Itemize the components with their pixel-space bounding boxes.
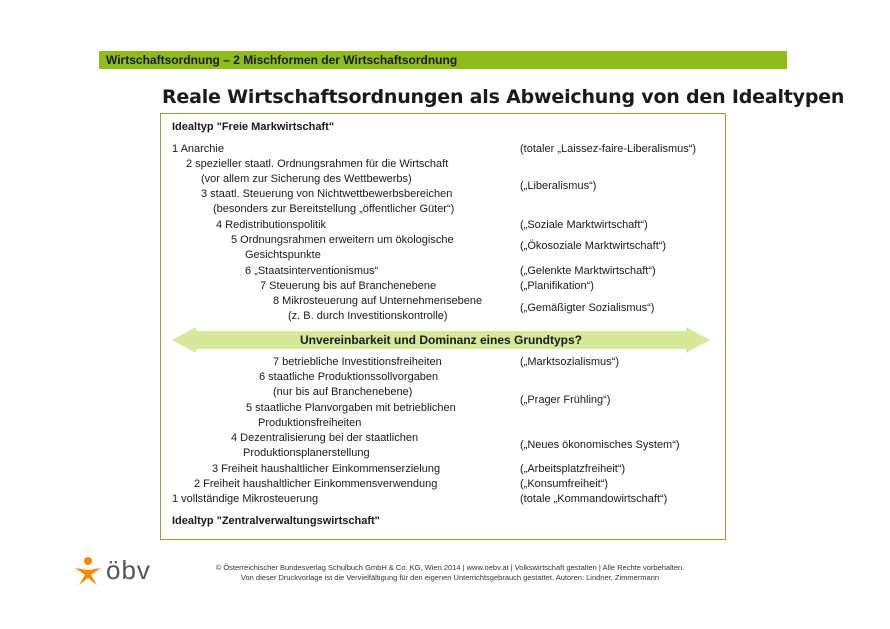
lower-example-5: („Konsumfreiheit“)	[520, 478, 609, 490]
middle-question: Unvereinbarkeit und Dominanz eines Grundtyps?	[299, 333, 583, 347]
lower-level-6-note: (nur bis auf Branchenebene)	[273, 386, 413, 398]
footer-notice: Von dieser Druckvorlage ist die Vervielfältigung für den eigenen Unterrichtsgebrauch gestattet. Autoren: Lindner, Zimmermann	[240, 573, 660, 582]
upper-level-8-note: (z. B. durch Investitionskontrolle)	[288, 310, 448, 322]
upper-level-5-note: Gesichtspunkte	[245, 249, 321, 261]
lower-example-1: („Marktsozialismus“)	[520, 356, 619, 368]
upper-level-1: 1 Anarchie	[172, 143, 224, 155]
lower-example-6: (totale „Kommandowirtschaft“)	[520, 493, 668, 505]
footer-copyright: © Österreichischer Bundesverlag Schulbuch GmbH & Co. KG, Wien 2014 | www.oebv.at | Volkswirtschaft gestalten | Alle Rechte vorbehalten.	[215, 563, 685, 572]
header-bar	[99, 51, 787, 69]
upper-example-3: („Soziale Marktwirtschaft“)	[520, 219, 648, 231]
upper-level-8: 8 Mikrosteuerung auf Unternehmensebene	[273, 295, 483, 307]
upper-level-6: 6 „Staatsinterventionismus“	[245, 265, 379, 277]
upper-example-2: („Liberalismus“)	[520, 180, 597, 192]
upper-example-1: (totaler „Laissez-faire-Liberalismus“)	[520, 143, 697, 155]
upper-level-3-note: (besonders zur Bereitstellung „öffentlicher Güter“)	[213, 203, 455, 215]
lower-level-5-note: Produktionsfreiheiten	[258, 417, 362, 429]
lower-level-2: 2 Freiheit haushaltlicher Einkommensverwendung	[194, 478, 438, 490]
upper-level-2-note: (vor allem zur Sicherung des Wettbewerbs)	[201, 173, 412, 185]
lower-level-7: 7 betriebliche Investitionsfreiheiten	[273, 356, 442, 368]
upper-example-4: („Ökosoziale Marktwirtschaft“)	[520, 240, 667, 252]
upper-level-5: 5 Ordnungsrahmen erweitern um ökologische	[231, 234, 454, 246]
upper-example-7: („Gemäßigter Sozialismus“)	[520, 302, 655, 314]
header-title: Wirtschaftsordnung – 2 Mischformen der Wirtschaftsordnung	[106, 53, 458, 67]
lower-example-3: („Neues ökonomisches System“)	[520, 439, 680, 451]
page-title: Reale Wirtschaftsordnungen als Abweichung von den Idealtypen	[162, 86, 845, 108]
upper-level-4: 4 Redistributionspolitik	[216, 219, 327, 231]
upper-level-3: 3 staatl. Steuerung von Nichtwettbewerbsbereichen	[201, 188, 453, 200]
oebv-logo-icon	[73, 556, 103, 586]
lower-example-4: („Arbeitsplatzfreiheit“)	[520, 463, 626, 475]
lower-level-3: 3 Freiheit haushaltlicher Einkommenserzielung	[212, 463, 441, 475]
ideal-type-central: Idealtyp "Zentralverwaltungswirtschaft"	[172, 515, 380, 527]
upper-level-7: 7 Steuerung bis auf Branchenebene	[260, 280, 437, 292]
lower-example-2: („Prager Frühling“)	[520, 394, 611, 406]
upper-example-5: („Gelenkte Marktwirtschaft“)	[520, 265, 656, 277]
lower-level-5: 5 staatliche Planvorgaben mit betrieblichen	[246, 402, 456, 414]
lower-level-4-note: Produktionsplanerstellung	[243, 447, 370, 459]
upper-level-2: 2 spezieller staatl. Ordnungsrahmen für die Wirtschaft	[186, 158, 449, 170]
lower-level-1: 1 vollständige Mikrosteuerung	[172, 493, 319, 505]
upper-example-6: („Planifikation“)	[520, 280, 594, 292]
logo-text: öbv	[106, 555, 151, 585]
lower-level-4: 4 Dezentralisierung bei der staatlichen	[231, 432, 419, 444]
lower-level-6: 6 staatliche Produktionssollvorgaben	[259, 371, 439, 383]
ideal-type-market: Idealtyp "Freie Markwirtschaft"	[172, 121, 335, 133]
